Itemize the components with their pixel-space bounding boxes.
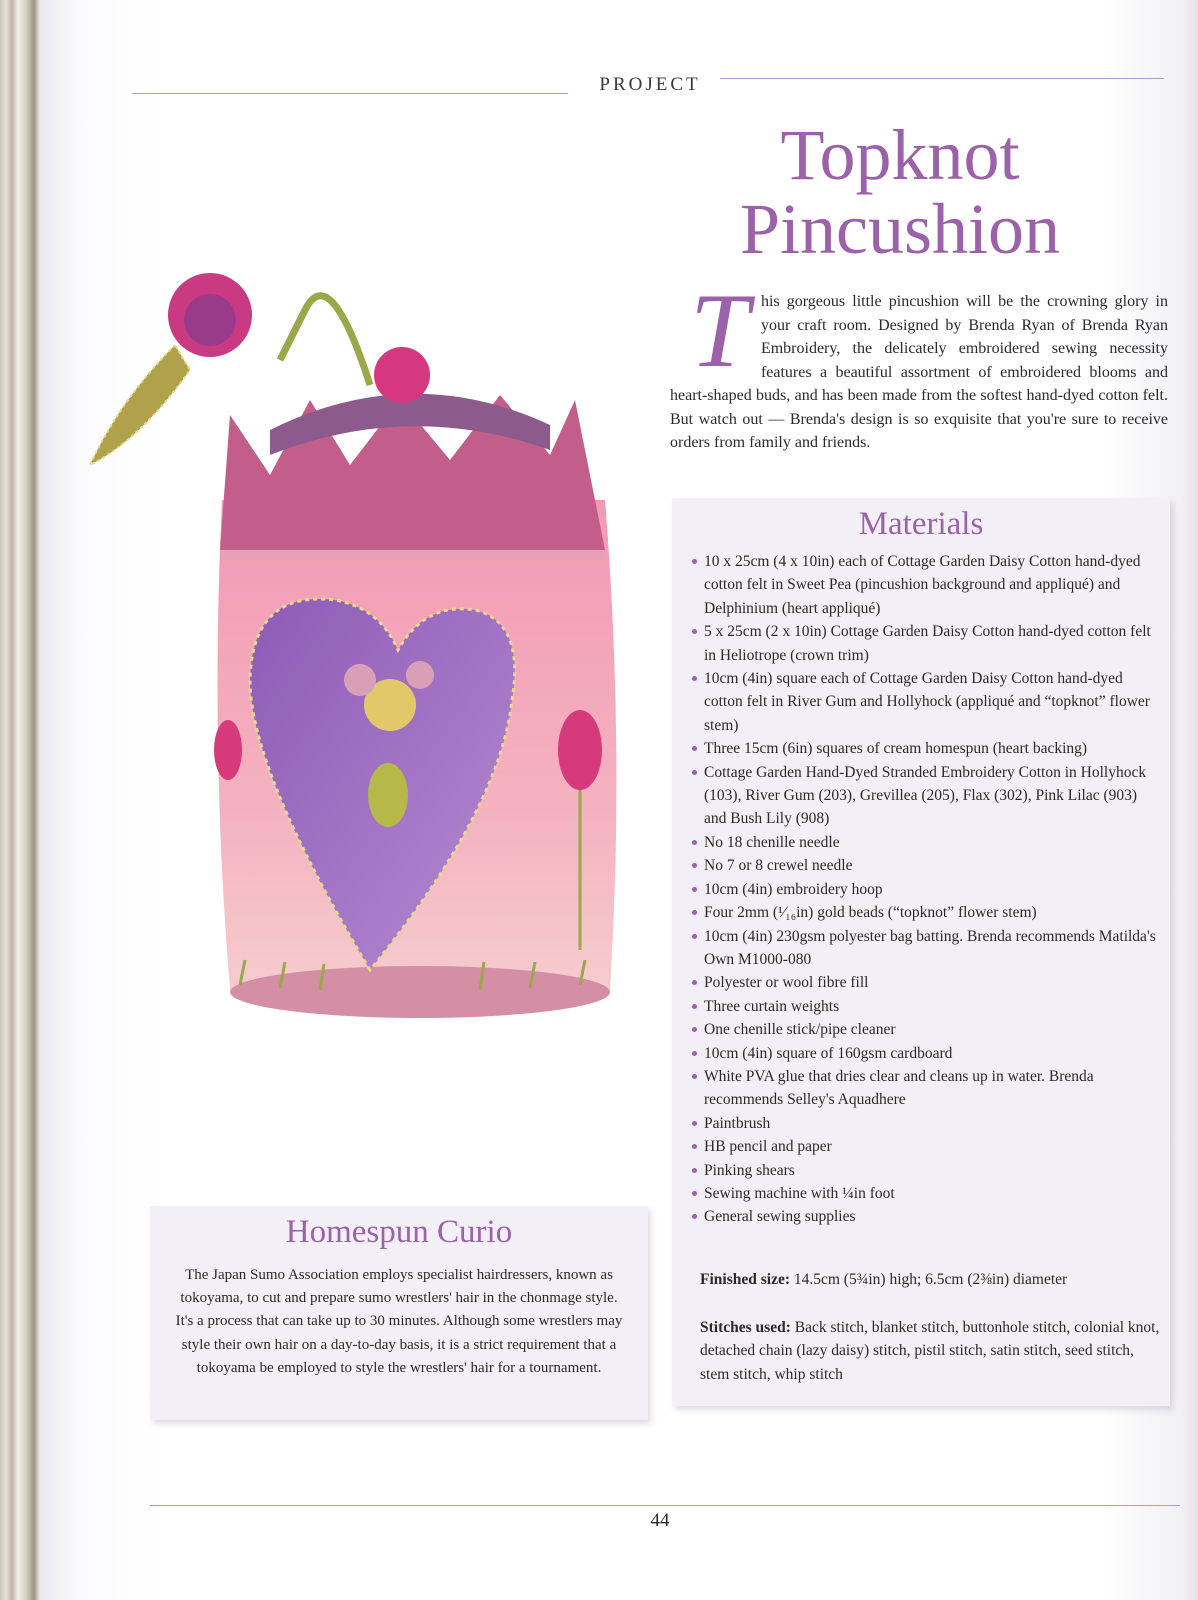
materials-item: [692, 1205, 1158, 1228]
title-line-1: Topknot: [780, 115, 1020, 195]
bullet-icon: [692, 863, 697, 868]
footer-rule: [150, 1505, 1180, 1506]
materials-item: [692, 1182, 1158, 1205]
materials-list: [692, 550, 1158, 1229]
bullet-icon: [692, 1168, 697, 1173]
stitches-label: Stitches used:: [700, 1319, 791, 1336]
materials-item-text: Pinking shears: [704, 1161, 795, 1179]
materials-item: [692, 1159, 1158, 1182]
bullet-icon: [692, 559, 697, 564]
materials-item: [692, 831, 1158, 854]
materials-item: [692, 737, 1158, 760]
materials-item-text: 10cm (4in) embroidery hoop: [704, 880, 883, 898]
finished-size: [700, 1268, 1160, 1291]
materials-item: [692, 901, 1158, 924]
materials-item-text: Sewing machine with ¼in foot: [704, 1184, 895, 1202]
materials-panel: [672, 498, 1170, 1406]
materials-item-text: No 18 chenille needle: [704, 833, 840, 851]
materials-item-text: 10cm (4in) 230gsm polyester bag batting. Brenda recommends Matilda's Own M1000-080: [704, 927, 1156, 968]
materials-item: [692, 1018, 1158, 1041]
materials-item: [692, 667, 1158, 737]
materials-item: [692, 995, 1158, 1018]
materials-item-text: 10cm (4in) square of 160gsm cardboard: [704, 1044, 953, 1062]
materials-item-text: White PVA glue that dries clear and cleans up in water. Brenda recommends Selley's Aquadhere: [704, 1067, 1094, 1109]
curio-heading: Homespun Curio: [285, 1214, 513, 1250]
header-rule-left: [132, 93, 568, 94]
materials-item-text: Cottage Garden Hand-Dyed Stranded Embroidery Cotton in Hollyhock (103), River Gum (203), Grevillea (205), Flax (302), Pink Lilac (903) and Bush Lily (908): [704, 763, 1147, 828]
section-label: PROJECT: [599, 74, 701, 95]
materials-item: [692, 1135, 1158, 1158]
bullet-icon: [692, 1027, 697, 1032]
materials-item-text: General sewing supplies: [704, 1208, 856, 1226]
bullet-icon: [692, 840, 697, 845]
bullet-icon: [692, 1191, 697, 1196]
title-line-2: Pincushion: [739, 189, 1061, 269]
pincushion-photo: [80, 250, 640, 1050]
bullet-icon: [692, 887, 697, 892]
stitches-used: [700, 1316, 1160, 1386]
finished-size-label: Finished size:: [700, 1271, 790, 1288]
curio-text: The Japan Sumo Association employs specialist hairdressers, known as tokoyama, to cut and prepare sumo wrestlers' hair in the chonmage style. It's a process that can take up to 30 minutes. Although some wrestlers may style their own hair on a day-to-day basis, it is a strict requirement that a tokoyama be employed to style the wrestlers' hair for a tournament.: [175, 1267, 623, 1376]
bullet-icon: [692, 1214, 697, 1219]
bullet-icon: [692, 1051, 697, 1056]
materials-item: [692, 761, 1158, 831]
materials-item: [692, 925, 1158, 972]
materials-item-text: Paintbrush: [704, 1114, 771, 1132]
book-binding: [0, 0, 42, 1600]
bullet-icon: [692, 1004, 697, 1009]
materials-item: [692, 620, 1158, 667]
bullet-icon: [692, 934, 697, 939]
materials-item-text: One chenille stick/pipe cleaner: [704, 1021, 896, 1039]
bullet-icon: [692, 746, 697, 751]
bullet-icon: [692, 1074, 697, 1079]
intro-paragraph: [670, 272, 1168, 455]
materials-item-text: Polyester or wool fibre fill: [704, 974, 869, 992]
finished-size-value: 14.5cm (5¾in) high; 6.5cm (2⅜in) diameter: [793, 1271, 1068, 1288]
page-title: [700, 115, 1100, 269]
materials-item-text: HB pencil and paper: [704, 1138, 832, 1156]
materials-item: [692, 1112, 1158, 1135]
topknot-leaf: [90, 345, 190, 465]
materials-item: [692, 971, 1158, 994]
materials-item-text: Three 15cm (6in) squares of cream homespun (heart backing): [704, 740, 1088, 758]
bullet-icon: [692, 629, 697, 634]
materials-item: [692, 854, 1158, 877]
materials-item-text: No 7 or 8 crewel needle: [704, 857, 853, 875]
bullet-icon: [692, 1144, 697, 1149]
page-number: 44: [650, 1510, 670, 1531]
header-rule-right: [720, 78, 1164, 79]
materials-item: [692, 1042, 1158, 1065]
bullet-icon: [692, 910, 697, 915]
materials-item-text: 10cm (4in) square each of Cottage Garden Daisy Cotton hand-dyed cotton felt in River Gum and Hollyhock (appliqué and “topknot” flower stem): [704, 670, 1150, 734]
bullet-icon: [692, 1121, 697, 1126]
materials-item-text: Four 2mm (¹⁄₁₆in) gold beads (“topknot” flower stem): [704, 904, 1037, 922]
drop-cap: T: [690, 272, 749, 389]
bullet-icon: [692, 770, 697, 775]
materials-item-text: 10 x 25cm (4 x 10in) each of Cottage Garden Daisy Cotton hand-dyed cotton felt in Sweet Pea (pincushion background and appliqué) and Delphinium (heart appliqué): [704, 553, 1141, 617]
bullet-icon: [692, 980, 697, 985]
materials-item-text: Three curtain weights: [704, 997, 840, 1015]
materials-item: [692, 1065, 1158, 1112]
materials-item-text: 5 x 25cm (2 x 10in) Cottage Garden Daisy Cotton hand-dyed cotton felt in Heliotrope (crown trim): [704, 623, 1151, 664]
bullet-icon: [692, 676, 697, 681]
materials-item: [692, 878, 1158, 901]
stitches-value: Back stitch, blanket stitch, buttonhole stitch, colonial knot, detached chain (lazy daisy) stitch, pistil stitch, satin stitch, seed stitch, stem stitch, whip stitch: [700, 1319, 1160, 1383]
homespun-curio-panel: [150, 1206, 648, 1420]
materials-heading: Materials: [858, 506, 984, 542]
intro-text: his gorgeous little pincushion will be the crowning glory in your craft room. Designed by Brenda Ryan of Brenda Ryan Embroidery, the delicately embroidered sewing necessity features a beautiful assortment of embroidered blooms and heart-shaped buds, and has been made from the softest hand-dyed cotton felt. But watch out — Brenda's design is so exquisite that you're sure to receive orders from family and friends.: [670, 293, 1168, 451]
materials-item: [692, 550, 1158, 620]
